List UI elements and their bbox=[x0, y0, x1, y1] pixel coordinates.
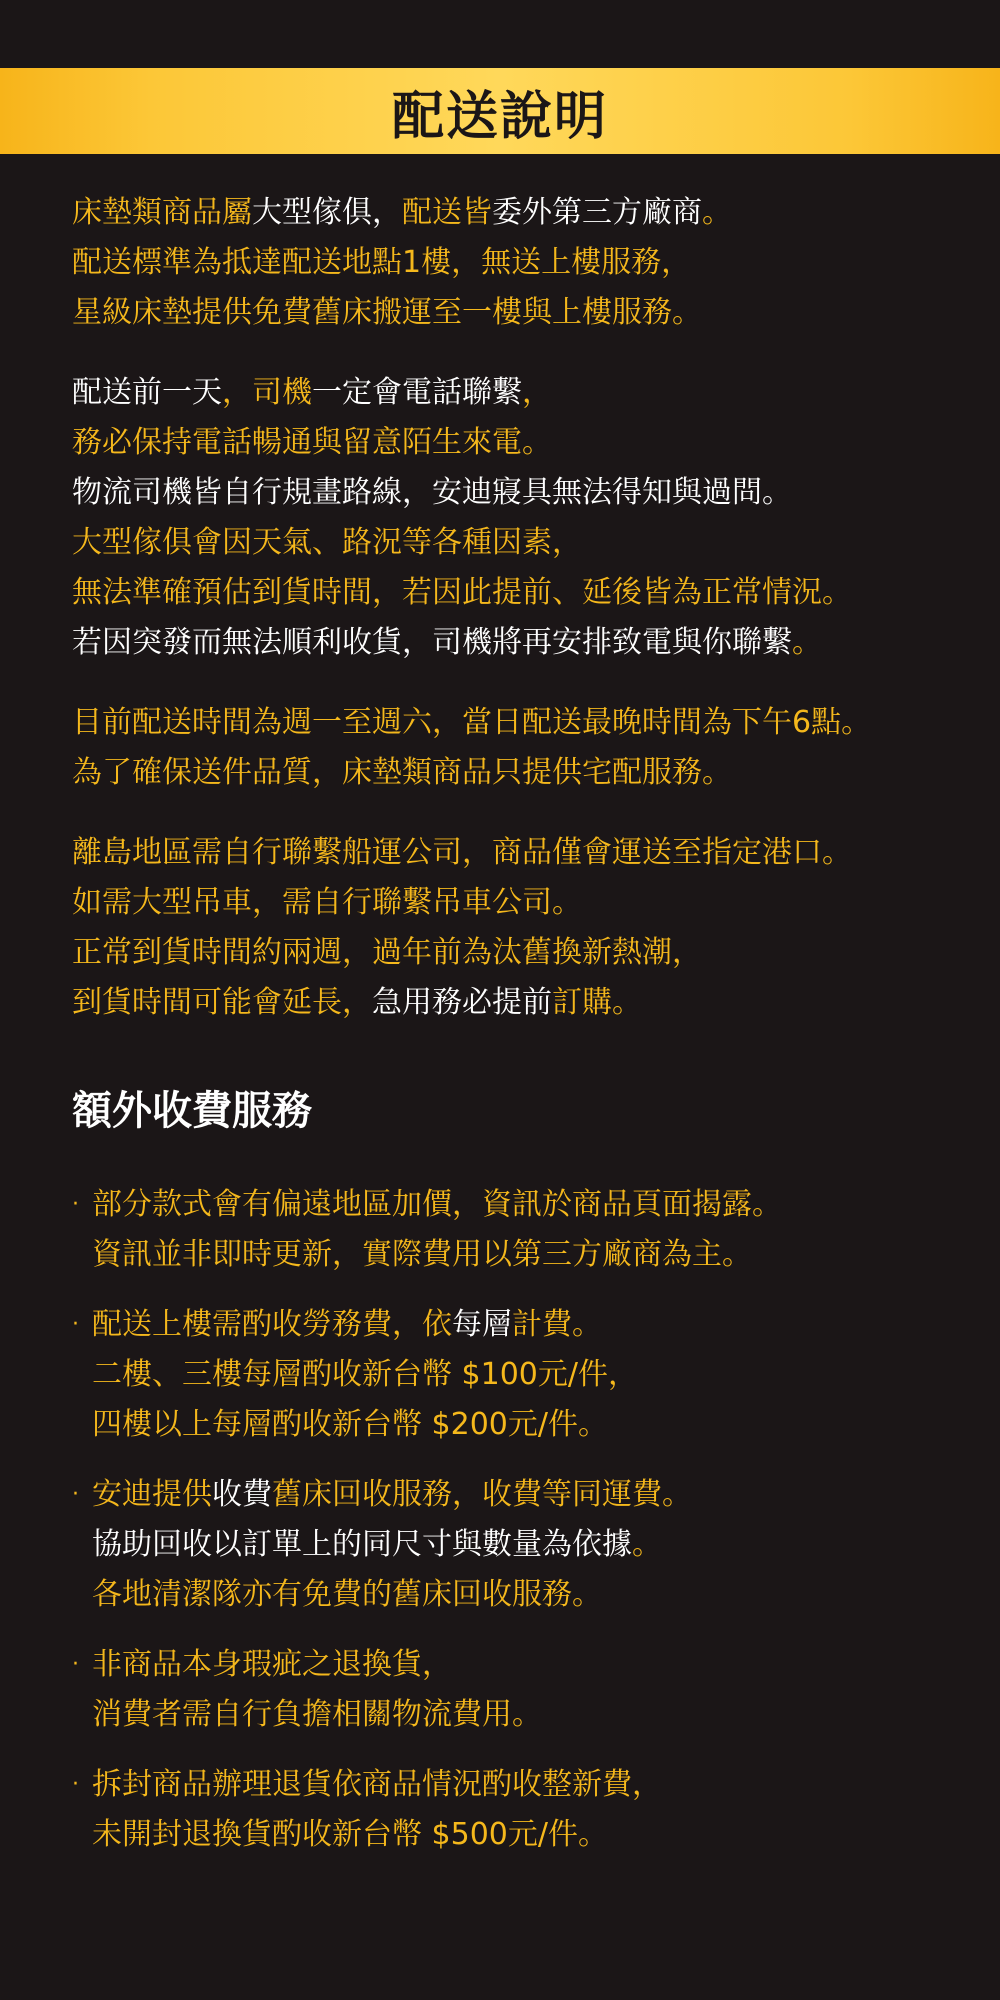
text-segment: 正常到貨時間約兩週，過年前為汰舊換新熱潮， bbox=[72, 935, 702, 970]
text-segment: ， bbox=[522, 375, 552, 410]
text-segment: 部分款式會有偏遠地區加價，資訊於商品頁面揭露。 bbox=[92, 1187, 782, 1222]
bullet-dot-icon: · bbox=[72, 1482, 79, 1507]
delivery-info-content bbox=[72, 188, 972, 1880]
info-paragraph bbox=[72, 368, 972, 668]
text-segment: 。 bbox=[792, 625, 822, 660]
text-line bbox=[92, 1470, 972, 1520]
text-line bbox=[72, 238, 972, 288]
text-segment: 大型傢俱， bbox=[252, 195, 402, 230]
text-line bbox=[72, 618, 972, 668]
text-segment: 四樓以上每層酌收新台幣 $200元/件。 bbox=[92, 1407, 608, 1442]
text-segment: 委外第三方廠商 bbox=[492, 195, 702, 230]
text-line bbox=[72, 698, 972, 748]
text-segment: 消費者需自行負擔相關物流費用。 bbox=[92, 1697, 542, 1732]
text-line bbox=[72, 288, 972, 338]
text-segment: 。 bbox=[632, 1527, 662, 1562]
text-segment: 離島地區需自行聯繫船運公司，商品僅會運送至指定港口。 bbox=[72, 835, 852, 870]
text-segment: 若因突發而無法順利收貨，司機將再安排致電與你聯繫 bbox=[72, 625, 792, 660]
text-segment: 訂購。 bbox=[552, 985, 642, 1020]
text-line bbox=[92, 1350, 972, 1400]
text-line bbox=[92, 1570, 972, 1620]
text-line bbox=[72, 468, 972, 518]
extra-charges-list bbox=[72, 1180, 972, 1860]
text-segment: 務必保持電話暢通與留意陌生來電。 bbox=[72, 425, 552, 460]
text-line bbox=[92, 1300, 972, 1350]
bullet-dot-icon: · bbox=[72, 1772, 79, 1797]
text-segment: 非商品本身瑕疵之退換貨， bbox=[92, 1647, 452, 1682]
text-segment: 如需大型吊車，需自行聯繫吊車公司。 bbox=[72, 885, 582, 920]
text-segment: 目前配送時間為週一至週六，當日配送最晚時間為下午6點。 bbox=[72, 705, 872, 740]
info-paragraph bbox=[72, 828, 972, 1028]
text-segment: 拆封商品辦理退貨依商品情況酌收整新費， bbox=[92, 1767, 662, 1802]
text-segment: 。 bbox=[702, 195, 732, 230]
extra-charge-item bbox=[72, 1180, 972, 1280]
extra-charge-item bbox=[72, 1760, 972, 1860]
title-banner bbox=[0, 68, 1000, 154]
text-line bbox=[72, 518, 972, 568]
text-line bbox=[92, 1810, 972, 1860]
text-segment: 配送上樓需酌收勞務費，依 bbox=[92, 1307, 452, 1342]
bullet-dot-icon: · bbox=[72, 1192, 79, 1217]
text-line bbox=[92, 1520, 972, 1570]
text-line bbox=[72, 978, 972, 1028]
text-line bbox=[72, 828, 972, 878]
extra-charge-item bbox=[72, 1470, 972, 1620]
text-segment: 資訊並非即時更新，實際費用以第三方廠商為主。 bbox=[92, 1237, 752, 1272]
text-line bbox=[72, 878, 972, 928]
bullet-dot-icon: · bbox=[72, 1652, 79, 1677]
text-line bbox=[72, 188, 972, 238]
text-segment: 計費。 bbox=[512, 1307, 602, 1342]
text-segment: 物流司機皆自行規畫路線，安迪寢具無法得知與過問。 bbox=[72, 475, 792, 510]
text-line bbox=[92, 1400, 972, 1450]
text-segment: 無法準確預估到貨時間，若因此提前、延後皆為正常情況。 bbox=[72, 575, 852, 610]
text-line bbox=[92, 1180, 972, 1230]
info-paragraph bbox=[72, 188, 972, 338]
text-line bbox=[72, 368, 972, 418]
bullet-dot-icon: · bbox=[72, 1312, 79, 1337]
text-line bbox=[72, 568, 972, 618]
extra-charges-title: 額外收費服務 bbox=[72, 1088, 312, 1134]
extra-charge-item bbox=[72, 1640, 972, 1740]
text-segment: 星級床墊提供免費舊床搬運至一樓與上樓服務。 bbox=[72, 295, 702, 330]
text-segment: 為了確保送件品質，床墊類商品只提供宅配服務。 bbox=[72, 755, 732, 790]
text-segment: 配送標準為抵達配送地點1樓，無送上樓服務， bbox=[72, 245, 692, 280]
text-segment: 床墊類商品屬 bbox=[72, 195, 252, 230]
text-line bbox=[92, 1690, 972, 1740]
text-segment: 各地清潔隊亦有免費的舊床回收服務。 bbox=[92, 1577, 602, 1612]
page-title: 配送說明 bbox=[391, 85, 608, 147]
text-segment: 到貨時間可能會延長， bbox=[72, 985, 372, 1020]
text-line bbox=[72, 418, 972, 468]
extra-charge-item bbox=[72, 1300, 972, 1450]
text-segment: ，司機 bbox=[222, 375, 312, 410]
text-segment: 安迪提供 bbox=[92, 1477, 212, 1512]
text-line bbox=[92, 1230, 972, 1280]
text-line bbox=[72, 748, 972, 798]
text-segment: 大型傢俱會因天氣、路況等各種因素， bbox=[72, 525, 582, 560]
text-segment: 配送前一天 bbox=[72, 375, 222, 410]
text-segment: 未開封退換貨酌收新台幣 $500元/件。 bbox=[92, 1817, 608, 1852]
text-segment: 協助回收以訂單上的同尺寸與數量為依據 bbox=[92, 1527, 632, 1562]
text-segment: 急用務必提前 bbox=[372, 985, 552, 1020]
text-segment: 收費 bbox=[212, 1477, 272, 1512]
text-segment: 舊床回收服務，收費等同運費。 bbox=[272, 1477, 692, 1512]
text-line bbox=[72, 928, 972, 978]
text-line bbox=[92, 1640, 972, 1690]
delivery-paragraphs bbox=[72, 188, 972, 1028]
text-segment: 配送皆 bbox=[402, 195, 492, 230]
text-segment: 二樓、三樓每層酌收新台幣 $100元/件， bbox=[92, 1357, 638, 1392]
text-segment: 每層 bbox=[452, 1307, 512, 1342]
text-line bbox=[92, 1760, 972, 1810]
text-segment: 一定會電話聯繫 bbox=[312, 375, 522, 410]
info-paragraph bbox=[72, 698, 972, 798]
